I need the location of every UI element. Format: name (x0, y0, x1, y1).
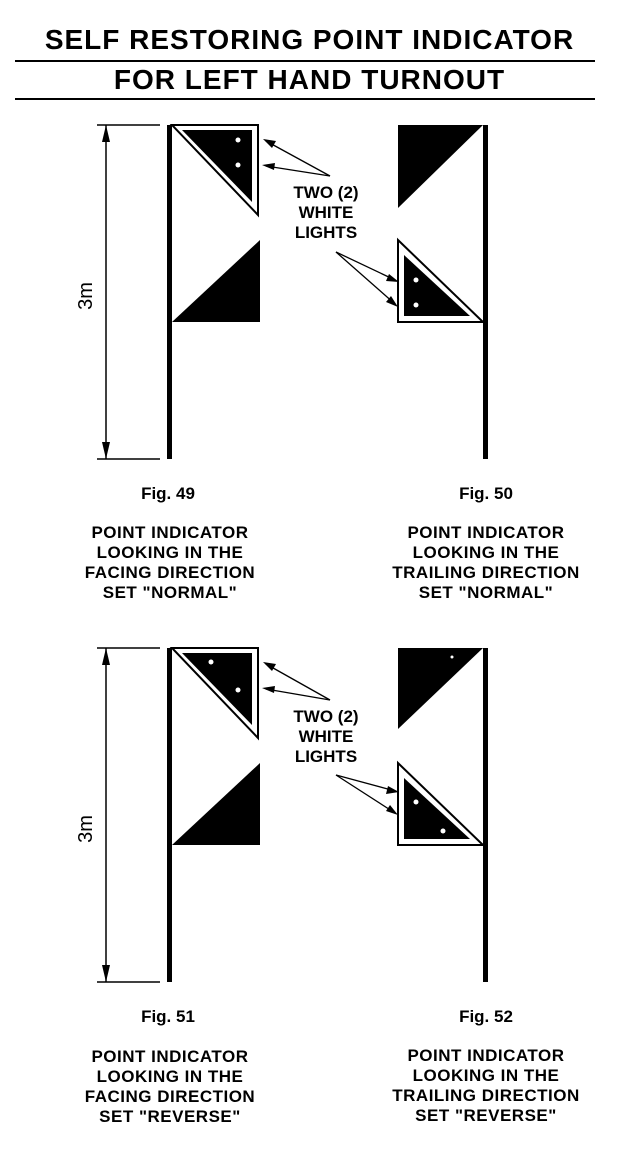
light-panel-upper (172, 648, 258, 738)
fig-52-label: Fig. 52 (459, 1007, 513, 1026)
light-panel-lower (398, 240, 483, 322)
note-line-1: TWO (2) (293, 183, 359, 202)
post (483, 125, 488, 459)
dimension-3m-top (75, 125, 160, 459)
caption-line: POINT INDICATOR (91, 523, 249, 542)
caption-line: SET "REVERSE" (99, 1107, 241, 1126)
title-line-2: FOR LEFT HAND TURNOUT (113, 64, 506, 95)
dimension-3m-bottom (75, 648, 160, 982)
caption-line: TRAILING DIRECTION (392, 1086, 580, 1105)
note-line-3: LIGHTS (294, 747, 358, 766)
white-light (414, 278, 419, 283)
white-lights-note-top (262, 139, 399, 307)
light-panel-upper (172, 125, 258, 215)
caption-line: FACING DIRECTION (84, 563, 256, 582)
white-light (414, 303, 419, 308)
fig-49-label: Fig. 49 (141, 484, 195, 503)
white-lights-note-bottom (262, 662, 399, 815)
white-light (414, 800, 419, 805)
caption-line: POINT INDICATOR (91, 1047, 249, 1066)
white-light (441, 829, 446, 834)
caption-line: SET "NORMAL" (418, 583, 554, 602)
white-light (236, 163, 241, 168)
caption-line: LOOKING IN THE (412, 543, 560, 562)
title-underline-2 (15, 98, 595, 100)
caption-line: LOOKING IN THE (412, 1066, 560, 1085)
fig-49-caption (40, 523, 300, 603)
fig-49-indicator (167, 125, 260, 459)
caption-line: LOOKING IN THE (96, 1067, 244, 1086)
fig-52-caption (356, 1046, 616, 1126)
title-line-1: SELF RESTORING POINT INDICATOR (44, 24, 575, 55)
note-line-2: WHITE (298, 203, 354, 222)
fig-51-label: Fig. 51 (141, 1007, 195, 1026)
caption-line: POINT INDICATOR (407, 523, 565, 542)
fig-50-indicator (398, 125, 488, 459)
post (483, 648, 488, 982)
light-panel-lower (398, 763, 483, 845)
post (167, 125, 172, 459)
black-triangle-lower (172, 240, 260, 322)
white-light (236, 688, 241, 693)
caption-line: SET "NORMAL" (102, 583, 238, 602)
black-triangle-upper (398, 648, 483, 729)
note-line-1: TWO (2) (293, 707, 359, 726)
caption-line: SET "REVERSE" (415, 1106, 557, 1125)
white-light (209, 660, 214, 665)
black-triangle-upper (398, 125, 483, 208)
diagram-figs-49-50 (0, 110, 619, 470)
fig-51-indicator (167, 648, 260, 982)
white-light (236, 138, 241, 143)
fig-51-caption (40, 1047, 300, 1127)
fig-50-caption (356, 523, 616, 603)
title-underline-1 (15, 60, 595, 62)
caption-line: LOOKING IN THE (96, 543, 244, 562)
dimension-label: 3m (75, 815, 97, 843)
post (167, 648, 172, 982)
dimension-label: 3m (75, 282, 97, 310)
fig-50-label: Fig. 50 (459, 484, 513, 503)
diagram-figs-51-52 (0, 633, 619, 993)
caption-line: TRAILING DIRECTION (392, 563, 580, 582)
note-line-2: WHITE (298, 727, 354, 746)
caption-line: POINT INDICATOR (407, 1046, 565, 1065)
black-triangle-lower (172, 763, 260, 845)
fig-52-indicator (398, 648, 488, 982)
caption-line: FACING DIRECTION (84, 1087, 256, 1106)
note-line-3: LIGHTS (294, 223, 358, 242)
